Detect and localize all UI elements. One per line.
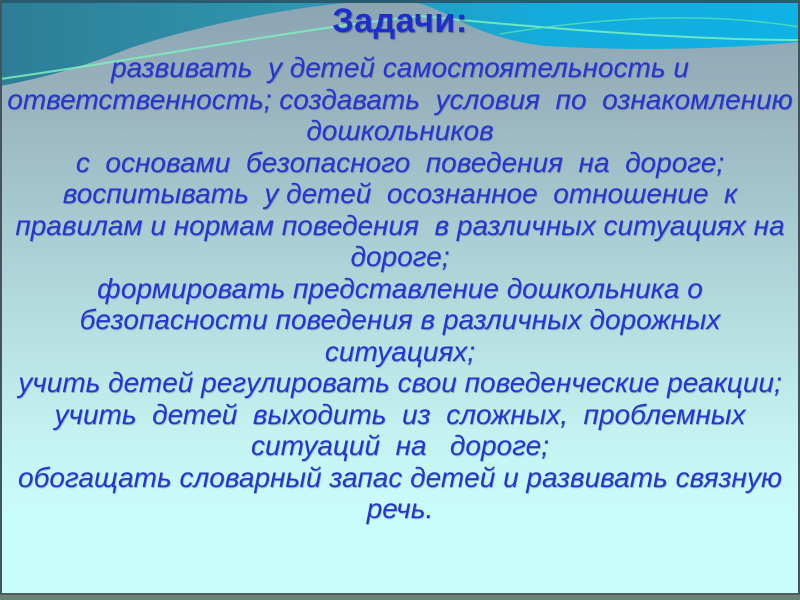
body-line: ситуаций на дороге; [251,430,549,461]
body-line: дошкольников [306,115,494,146]
body-line: с основами безопасного поведения на дороге; [75,146,725,178]
body-line: безопасности поведения в различных дорожных [79,304,721,335]
body-line: развивать у детей самостоятельность и [111,52,689,83]
body-line: ситуациях; [324,335,476,367]
slide-body-text [0,52,800,525]
body-line: обогащать словарный запас детей и развивать связную [18,461,782,493]
body-line: учить детей регулировать свои поведенческие реакции; [18,367,782,398]
body-line: воспитывать у детей осознанное отношение к [62,178,738,209]
body-line: учить детей выходить из сложных, проблемных [54,398,746,430]
body-line: дороге; [350,241,450,272]
slide-title: Задачи: [332,2,468,40]
body-line: речь. [366,493,434,524]
body-line: формировать представление дошкольника о [97,272,703,304]
body-line: правилам и нормам поведения в различных ситуациях на [15,209,785,241]
body-line: ответственность; создавать условия по ознакомлению [7,83,793,115]
